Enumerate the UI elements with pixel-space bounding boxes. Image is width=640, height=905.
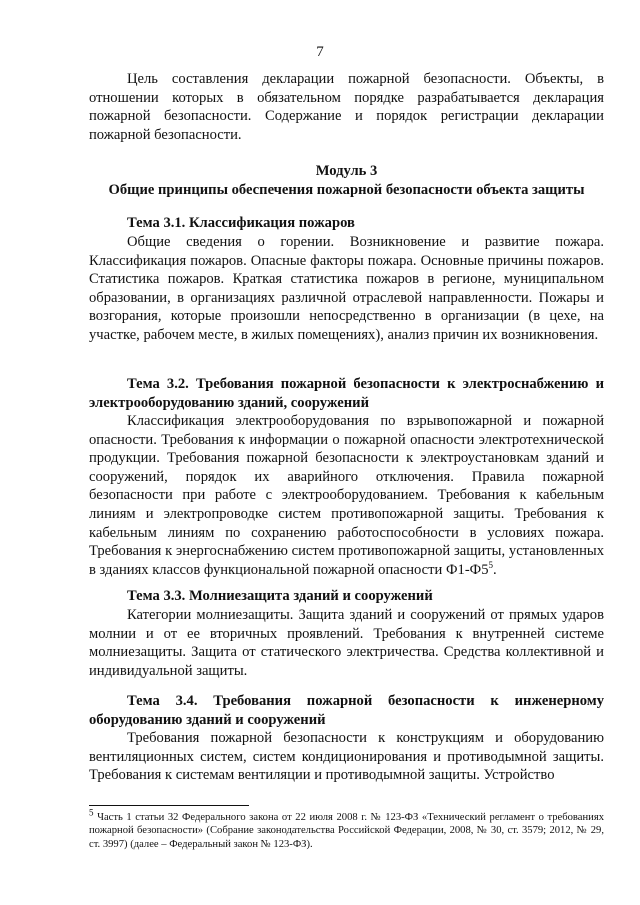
- footnote-text: Часть 1 статьи 32 Федерального закона от 22 июля 2008 г. № 123-ФЗ «Технический регламент о требованиях пожарной безопасности» (Собрание законодательства Российской Федерации, 2008, № 30, ст. 3579; 2012, № 29, ст. 3997) (далее – Федеральный закон № 123-ФЗ).: [89, 812, 604, 850]
- page-number: 7: [316, 44, 324, 60]
- topic-3-4-text: Требования пожарной безопасности к конструкциям и оборудованию вентиляционных систем, систем кондиционирования и противодымной защиты. Требования к системам вентиляции и противодымной защиты. Устройство: [89, 730, 604, 784]
- topic-3-2-body: Классификация электрооборудования по взрывопожарной и пожарной опасности. Требования к информации о пожарной опасности электротехнической продукции. Требования пожарной безопасности к электроустановкам зданий и сооружений, порядок их аварийного отключения. Правила пожарной безопасности при работе с электрооборудованием. Требования к кабельным линиям и электропроводке систем противопожарной защиты. Требования к кабельным линиям по сохранению работоспособности в условиях пожара. Требования к энергоснабжению систем противопожарной защиты, установленных в зданиях классов функциональной пожарной опасности Ф1-Ф5: [89, 413, 604, 578]
- topic-3-4-title: Тема 3.4. Требования пожарной безопасности к инженерному оборудованию зданий и сооружений: [89, 693, 604, 728]
- intro-paragraph: Цель составления декларации пожарной безопасности. Объекты, в отношении которых в обязательном порядке разрабатывается декларация пожарной безопасности. Содержание и порядок регистрации декларации пожарной безопасности.: [89, 71, 604, 143]
- footnote-reference: 5: [488, 559, 494, 570]
- module-label: Модуль 3: [315, 163, 378, 179]
- topic-3-3-title: Тема 3.3. Молниезащита зданий и сооружений: [127, 588, 433, 604]
- topic-3-2-end: .: [493, 561, 497, 578]
- footnote-divider: [89, 805, 249, 806]
- topic-3-2-title: Тема 3.2. Требования пожарной безопасности к электроснабжению и электрооборудованию зданий, сооружений: [89, 376, 604, 411]
- topic-3-1-text: Общие сведения о горении. Возникновение и развитие пожара. Классификация пожаров. Опасные факторы пожара. Основные причины пожаров. Статистика пожаров. Краткая статистика пожаров в регионе, муниципальном образовании, в организациях различной отраслевой направленности. Пожары и возгорания, которые произошли непосредственно в организации (в цехе, на участке, рабочем месте, в жилых помещениях), анализ причин их возникновения.: [89, 234, 604, 343]
- topic-3-3-text: Категории молниезащиты. Защита зданий и сооружений от прямых ударов молнии и от ее вторичных проявлений. Требования к внутренней системе молниезащиты. Защита от статического электричества. Средства коллективной и индивидуальной защиты.: [89, 607, 604, 679]
- footnote: [89, 807, 604, 851]
- topic-3-2-text: [89, 412, 604, 579]
- module-heading: [89, 162, 604, 200]
- footnote-mark: 5: [89, 807, 94, 818]
- topic-3-1-title: Тема 3.1. Классификация пожаров: [127, 215, 355, 231]
- module-title: Общие принципы обеспечения пожарной безопасности объекта защиты: [108, 182, 585, 198]
